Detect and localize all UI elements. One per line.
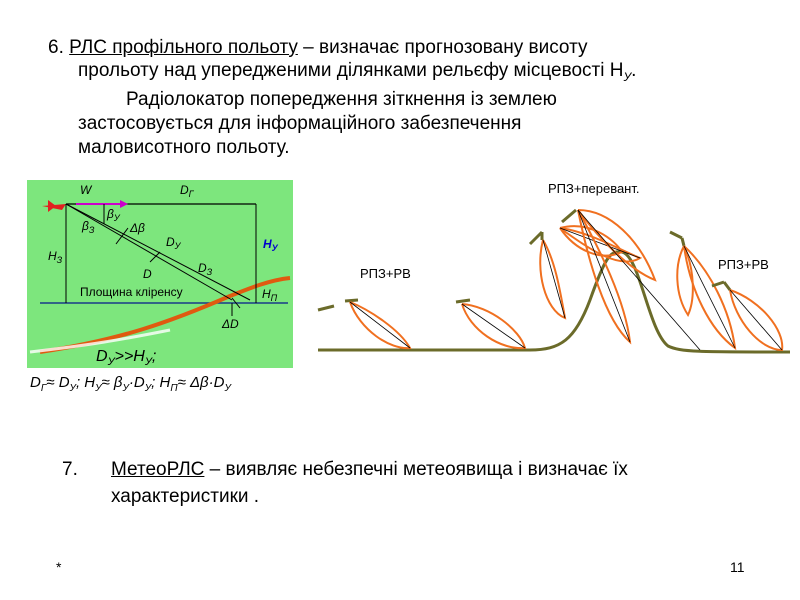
lobe-group-2 <box>456 300 525 348</box>
item7-line1: МетеоРЛС – виявляє небезпечні метеоявища і визначає їх <box>111 459 628 480</box>
approximation-formula: $D_Г\approx D_У$; $Н_У\approx \beta_У\cdot D_У$; $Н_П\approx \Delta\beta\cdot D_У$ <box>30 374 231 394</box>
lobe-group-5 <box>670 232 735 348</box>
item6-line2: прольоту над упередженими ділянками рельєфу місцевості $Н_У$. <box>78 60 637 84</box>
lobe-group-4 <box>562 210 700 350</box>
item6-para2-line3: маловисотного польоту. <box>78 137 290 158</box>
item6-para2-line1: Радіолокатор попередження зіткнення із землею <box>126 89 557 110</box>
item7-line2: характеристики . <box>111 486 260 507</box>
item6-para2-line2: застосовується для інформаційного забезпечення <box>78 113 522 134</box>
label-dg: $D_Г$ <box>180 183 194 199</box>
item6-number: 6. <box>48 37 64 58</box>
label-condition: $D_У>>H_У$; <box>96 348 157 368</box>
item7-number: 7. <box>62 459 78 480</box>
label-hp: $Н_П$ <box>262 287 278 303</box>
aircraft-mark-1 <box>318 306 334 310</box>
label-d: D <box>143 267 152 281</box>
page-number: 11 <box>730 559 745 575</box>
label-hy: $Н_У$ <box>263 237 278 253</box>
footer-star: * <box>56 559 62 575</box>
label-hz: $Н_З$ <box>48 249 63 265</box>
lobe-group-6 <box>712 282 782 350</box>
label-dy: $D_У$ <box>166 235 181 251</box>
label-beta-z: $\beta_З$ <box>82 219 95 235</box>
item6-title: РЛС профільного польоту <box>69 37 298 58</box>
label-dbeta: Δβ <box>130 221 145 235</box>
item6-line1-rest: – визначає прогнозовану висоту <box>297 37 588 58</box>
label-dz: $D_З$ <box>198 261 213 277</box>
label-beta-y: $\beta_У$ <box>107 207 120 223</box>
label-dd: ΔD <box>222 317 239 331</box>
item7-title: МетеоРЛС <box>111 459 205 480</box>
label-rpz-rv-right: РПЗ+РВ <box>718 257 769 272</box>
label-clearance-plane: Площина кліренсу <box>80 285 183 299</box>
label-rpz-rv-left: РПЗ+РВ <box>360 266 411 281</box>
label-rpz-perevant: РПЗ+перевант. <box>548 181 640 196</box>
label-w: W <box>80 183 92 197</box>
lobe-group-1 <box>345 300 410 348</box>
